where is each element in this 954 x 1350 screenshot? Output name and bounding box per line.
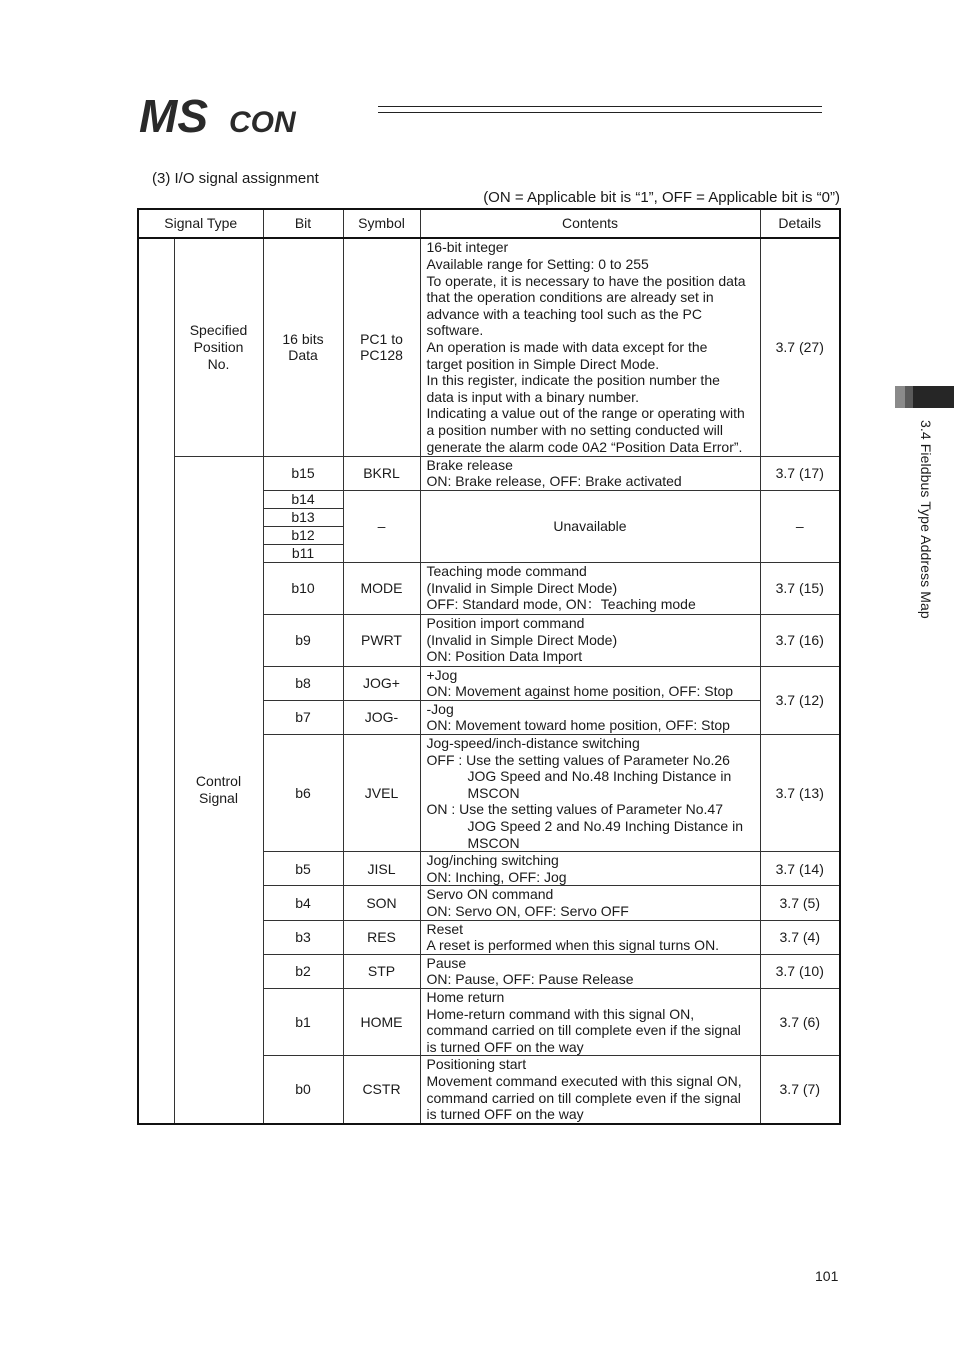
symbol-cell: JOG- [343,700,420,734]
bit-cell: b15 [263,456,343,490]
position-bit: 16 bits Data [263,238,343,456]
header-bit: Bit [263,209,343,238]
table-row-b15 [138,456,840,490]
symbol-cell: STP [343,954,420,988]
symbol-cell: HOME [343,988,420,1055]
contents-cell: Position import command (Invalid in Simple Direct Mode) ON: Position Data Import [420,614,760,666]
symbol-cell: JISL [343,852,420,886]
contents-cell: Positioning start Movement command executed with this signal ON, command carried on till complete even if the signal is turned OFF on the way [420,1056,760,1124]
bit-cell: b7 [263,700,343,734]
header-details: Details [760,209,840,238]
symbol-cell: – [343,490,420,562]
section-title: (3) I/O signal assignment [152,170,319,187]
io-signal-table [137,208,841,1125]
details-cell: 3.7 (16) [760,614,840,666]
contents-cell: Brake release ON: Brake release, OFF: Brake activated [420,456,760,490]
table-row-position [138,238,840,456]
logo-ms: MS [139,94,208,138]
details-cell: 3.7 (5) [760,886,840,920]
header-rule-top [378,106,822,107]
mscon-logo [137,94,369,138]
symbol-cell: SON [343,886,420,920]
chapter-tab-marker [895,386,954,408]
symbol-cell: BKRL [343,456,420,490]
symbol-cell: PWRT [343,614,420,666]
bit-cell: b6 [263,735,343,852]
signal-group-blank-cell [138,238,174,1124]
header-symbol: Symbol [343,209,420,238]
details-cell: 3.7 (4) [760,920,840,954]
contents-cell: Reset A reset is performed when this signal turns ON. [420,920,760,954]
legend-note: (ON = Applicable bit is “1”, OFF = Applicable bit is “0”) [483,189,840,206]
symbol-cell: JVEL [343,735,420,852]
bit-cell: b4 [263,886,343,920]
table-header-row [138,209,840,238]
bit-cell: b3 [263,920,343,954]
symbol-cell: JOG+ [343,666,420,700]
details-cell: 3.7 (14) [760,852,840,886]
contents-cell: Servo ON command ON: Servo ON, OFF: Servo OFF [420,886,760,920]
contents-cell: Jog-speed/inch-distance switching OFF : Use the setting values of Parameter No.26 JOG Speed and No.48 Inching Distance in MSCON ON : Use the setting values of Parameter No.47 JOG Speed 2 and No.49 Inching Distance in MSCON [420,735,760,852]
details-cell: 3.7 (13) [760,735,840,852]
symbol-cell: CSTR [343,1056,420,1124]
bit-cell: b14 [263,490,343,508]
header-contents: Contents [420,209,760,238]
details-cell: 3.7 (17) [760,456,840,490]
contents-cell: -Jog ON: Movement toward home position, OFF: Stop [420,700,760,734]
position-signal-type: Specified Position No. [174,238,263,456]
page-number: 101 [815,1268,839,1284]
control-signal-type: Control Signal [174,456,263,1124]
bit-cell: b12 [263,526,343,544]
bit-cell: b8 [263,666,343,700]
contents-cell: Unavailable [420,490,760,562]
bit-cell: b9 [263,614,343,666]
position-contents: 16-bit integer Available range for Setting: 0 to 255 To operate, it is necessary to have the position data that the operation conditions are already set in advance with a teaching tool such as the PC software. An operation is made with data except for the target position in Simple Direct Mode. In this register, indicate the position number the data is input with a binary number. Indicating a value out of the range or operating with a position number with no setting conducted will generate the alarm code 0A2 “Position Data Error”. [420,238,760,456]
position-details: 3.7 (27) [760,238,840,456]
contents-cell: Home return Home-return command with this signal ON, command carried on till complete even if the signal is turned OFF on the way [420,988,760,1055]
bit-cell: b11 [263,544,343,562]
details-cell: 3.7 (7) [760,1056,840,1124]
details-cell: 3.7 (15) [760,562,840,614]
position-symbol: PC1 to PC128 [343,238,420,456]
symbol-cell: MODE [343,562,420,614]
bit-cell: b13 [263,508,343,526]
bit-cell: b1 [263,988,343,1055]
symbol-cell: RES [343,920,420,954]
details-cell: 3.7 (10) [760,954,840,988]
bit-cell: b2 [263,954,343,988]
chapter-tab-label: 3.4 Fieldbus Type Address Map [918,420,934,619]
bit-cell: b5 [263,852,343,886]
bit-cell: b0 [263,1056,343,1124]
contents-cell: Jog/inching switching ON: Inching, OFF: Jog [420,852,760,886]
bit-cell: b10 [263,562,343,614]
logo-con: CON [229,106,296,138]
details-cell: 3.7 (12) [760,666,840,734]
contents-cell: +Jog ON: Movement against home position, OFF: Stop [420,666,760,700]
contents-cell: Teaching mode command (Invalid in Simple Direct Mode) OFF: Standard mode, ON：Teaching mode [420,562,760,614]
details-cell: 3.7 (6) [760,988,840,1055]
header-rule-bottom [378,112,822,113]
header-signal-type: Signal Type [138,209,263,238]
details-cell: – [760,490,840,562]
contents-cell: Pause ON: Pause, OFF: Pause Release [420,954,760,988]
